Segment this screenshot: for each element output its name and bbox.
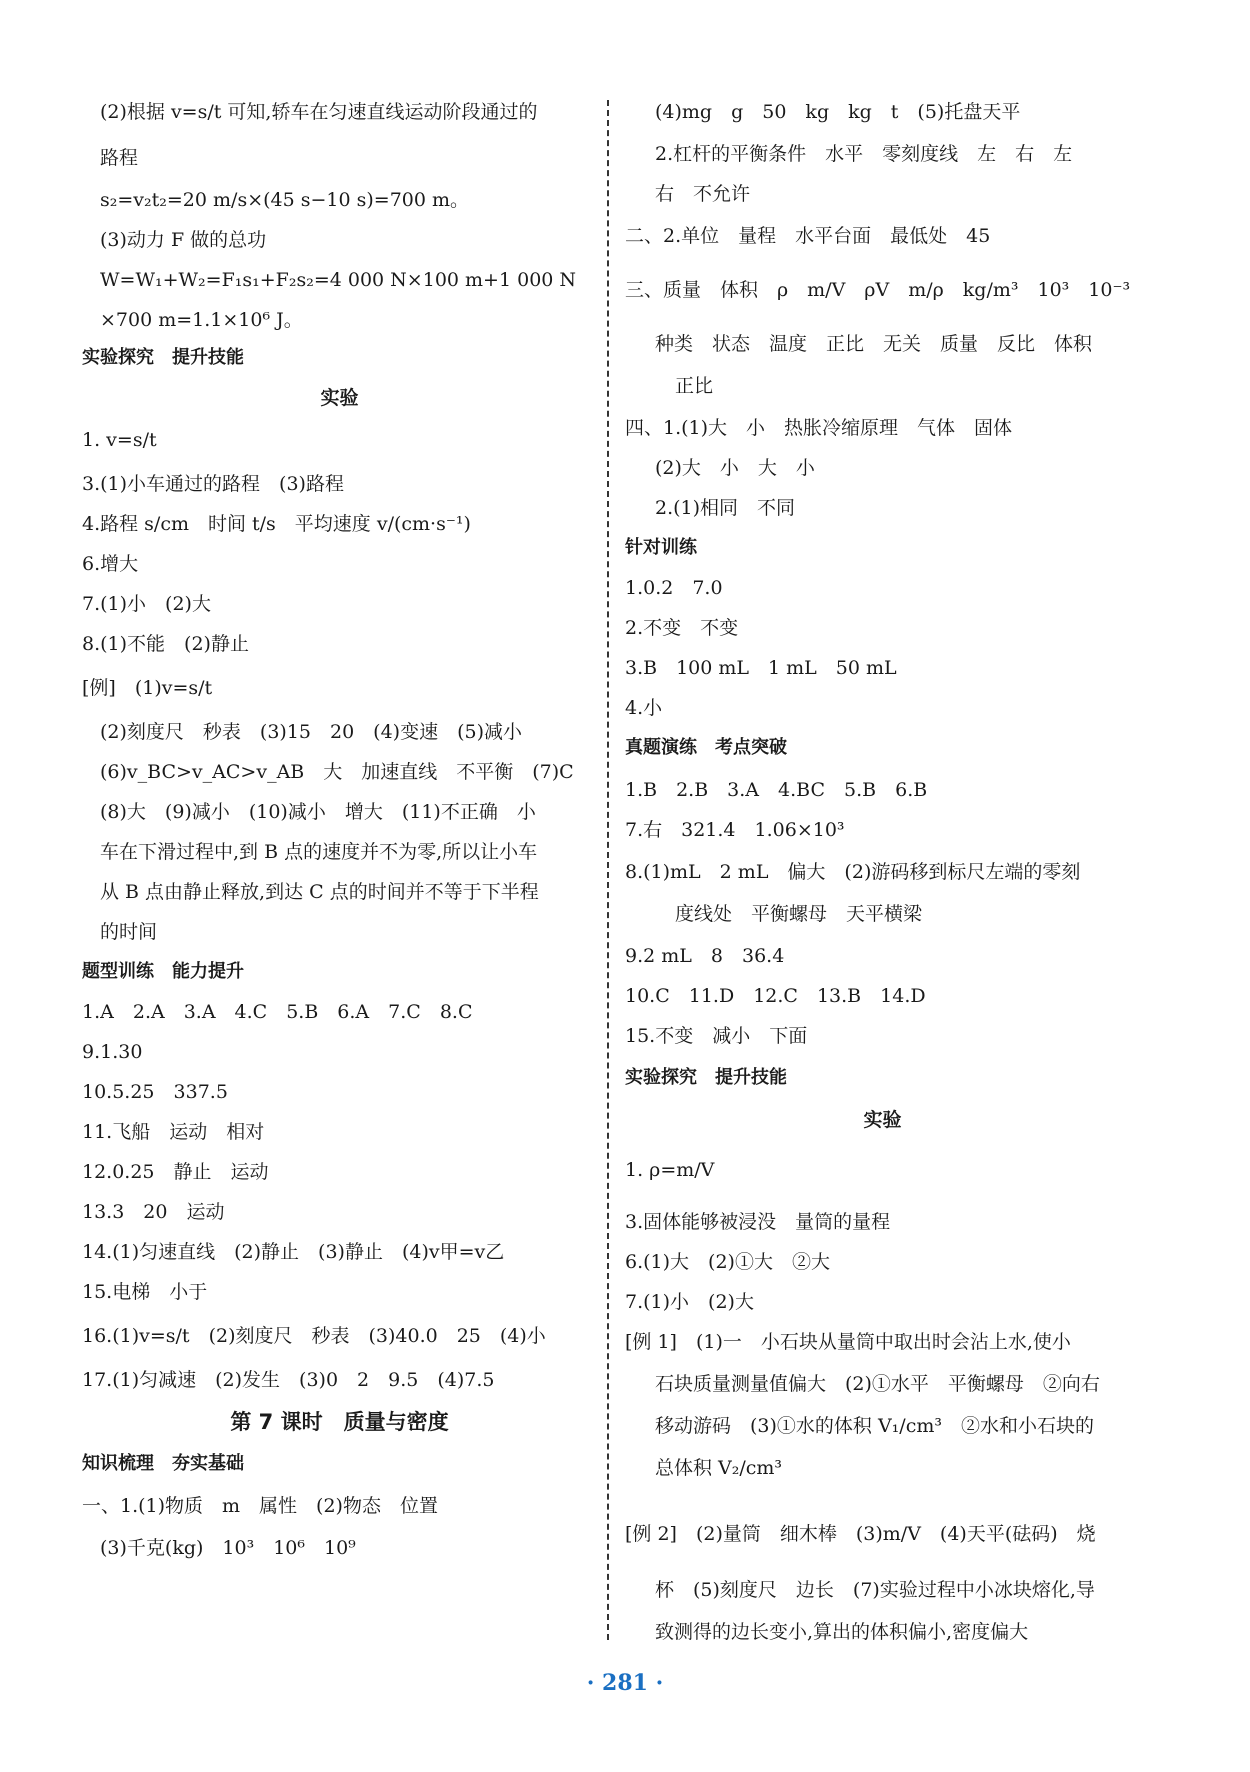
- answer-line: [例 1] (1)一 小石块从量筒中取出时会沾上水,使小: [625, 1331, 1071, 1353]
- answer-line: 总体积 V₂/cm³: [655, 1457, 783, 1479]
- column-divider: [607, 100, 609, 1640]
- answer-line: ×700 m=1.1×10⁶ J。: [100, 309, 303, 331]
- answer-line: 10.5.25 337.5: [82, 1081, 228, 1103]
- answer-line: 种类 状态 温度 正比 无关 质量 反比 体积: [655, 333, 1093, 355]
- answer-line: (3)千克(kg) 10³ 10⁶ 10⁹: [100, 1537, 356, 1559]
- answer-line: [例] (1)v=s/t: [82, 677, 213, 699]
- answer-line: 7.右 321.4 1.06×10³: [625, 819, 845, 841]
- answer-line: 8.(1)mL 2 mL 偏大 (2)游码移到标尺左端的零刻: [625, 861, 1081, 883]
- answer-line: 7.(1)小 (2)大: [82, 593, 211, 615]
- answer-line: [例 2] (2)量筒 细木棒 (3)m/V (4)天平(砝码) 烧: [625, 1523, 1096, 1545]
- answer-line: 11.飞船 运动 相对: [82, 1121, 265, 1143]
- answer-line: 石块质量测量值偏大 (2)①水平 平衡螺母 ②向右: [655, 1373, 1100, 1395]
- answer-line: (4)mg g 50 kg kg t (5)托盘天平: [655, 101, 1021, 123]
- answer-line: 9.2 mL 8 36.4: [625, 945, 785, 967]
- answer-line: 2.(1)相同 不同: [655, 497, 796, 519]
- answer-line: 1.B 2.B 3.A 4.BC 5.B 6.B: [625, 779, 928, 801]
- answer-line: 1.A 2.A 3.A 4.C 5.B 6.A 7.C 8.C: [82, 1001, 473, 1023]
- answer-line: 正比: [675, 375, 714, 397]
- answer-line: 4.小: [625, 697, 663, 719]
- subsection-heading: 实验: [320, 387, 359, 409]
- subsection-heading: 实验: [863, 1109, 902, 1131]
- answer-line: 14.(1)匀速直线 (2)静止 (3)静止 (4)v甲=v乙: [82, 1241, 505, 1263]
- answer-line: 右 不允许: [655, 183, 751, 205]
- answer-line: (6)v_BC>v_AC>v_AB 大 加速直线 不平衡 (7)C: [100, 761, 574, 783]
- answer-line: (2)大 小 大 小: [655, 457, 815, 479]
- answer-line: 16.(1)v=s/t (2)刻度尺 秒表 (3)40.0 25 (4)小: [82, 1325, 546, 1347]
- answer-line: 6.增大: [82, 553, 139, 575]
- answer-line: 10.C 11.D 12.C 13.B 14.D: [625, 985, 926, 1007]
- section-heading: 实验探究 提升技能: [82, 347, 244, 368]
- answer-line: 9.1.30: [82, 1041, 143, 1063]
- answer-line: 8.(1)不能 (2)静止: [82, 633, 249, 655]
- answer-line: 致测得的边长变小,算出的体积偏小,密度偏大: [655, 1621, 1029, 1643]
- answer-line: 的时间: [100, 921, 158, 943]
- answer-line: (2)刻度尺 秒表 (3)15 20 (4)变速 (5)减小: [100, 721, 523, 743]
- answer-line: 四、1.(1)大 小 热胀冷缩原理 气体 固体: [625, 417, 1013, 439]
- answer-line: 1.0.2 7.0: [625, 577, 723, 599]
- answer-line: (8)大 (9)减小 (10)减小 增大 (11)不正确 小: [100, 801, 536, 823]
- lesson-title: 第 7 课时 质量与密度: [230, 1410, 449, 1434]
- answer-line: 路程: [100, 147, 139, 169]
- answer-line: 12.0.25 静止 运动: [82, 1161, 269, 1183]
- answer-line: s₂=v₂t₂=20 m/s×(45 s−10 s)=700 m。: [100, 189, 470, 211]
- page-number: · 281 ·: [586, 1670, 664, 1696]
- answer-line: 15.电梯 小于: [82, 1281, 208, 1303]
- section-heading: 真题演练 考点突破: [625, 737, 787, 758]
- answer-line: 1. ρ=m/V: [625, 1159, 715, 1181]
- answer-line: 6.(1)大 (2)①大 ②大: [625, 1251, 830, 1273]
- answer-line: 4.路程 s/cm 时间 t/s 平均速度 v/(cm·s⁻¹): [82, 513, 471, 535]
- section-heading: 针对训练: [625, 537, 697, 558]
- section-heading: 知识梳理 夯实基础: [82, 1453, 244, 1474]
- answer-line: 一、1.(1)物质 m 属性 (2)物态 位置: [82, 1495, 438, 1517]
- section-heading: 题型训练 能力提升: [82, 961, 244, 982]
- answer-line: 移动游码 (3)①水的体积 V₁/cm³ ②水和小石块的: [655, 1415, 1094, 1437]
- answer-line: 度线处 平衡螺母 天平横梁: [675, 903, 923, 925]
- answer-line: 3.(1)小车通过的路程 (3)路程: [82, 473, 344, 495]
- answer-line: 2.不变 不变: [625, 617, 739, 639]
- answer-line: 从 B 点由静止释放,到达 C 点的时间并不等于下半程: [100, 881, 539, 903]
- answer-line: 2.杠杆的平衡条件 水平 零刻度线 左 右 左: [655, 143, 1073, 165]
- answer-line: (2)根据 v=s/t 可知,轿车在匀速直线运动阶段通过的: [100, 101, 538, 123]
- answer-line: 二、2.单位 量程 水平台面 最低处 45: [625, 225, 991, 247]
- answer-line: 3.B 100 mL 1 mL 50 mL: [625, 657, 897, 679]
- answer-line: 17.(1)匀减速 (2)发生 (3)0 2 9.5 (4)7.5: [82, 1369, 495, 1391]
- answer-line: (3)动力 F 做的总功: [100, 229, 267, 251]
- answer-line: 3.固体能够被浸没 量筒的量程: [625, 1211, 891, 1233]
- answer-line: 13.3 20 运动: [82, 1201, 225, 1223]
- section-heading: 实验探究 提升技能: [625, 1067, 787, 1088]
- answer-line: 15.不变 减小 下面: [625, 1025, 808, 1047]
- answer-line: 杯 (5)刻度尺 边长 (7)实验过程中小冰块熔化,导: [655, 1579, 1095, 1601]
- answer-line: 车在下滑过程中,到 B 点的速度并不为零,所以让小车: [100, 841, 538, 863]
- answer-line: 1. v=s/t: [82, 429, 157, 451]
- answer-line: 三、质量 体积 ρ m/V ρV m/ρ kg/m³ 10³ 10⁻³: [625, 279, 1131, 301]
- answer-line: W=W₁+W₂=F₁s₁+F₂s₂=4 000 N×100 m+1 000 N: [100, 269, 577, 291]
- answer-line: 7.(1)小 (2)大: [625, 1291, 754, 1313]
